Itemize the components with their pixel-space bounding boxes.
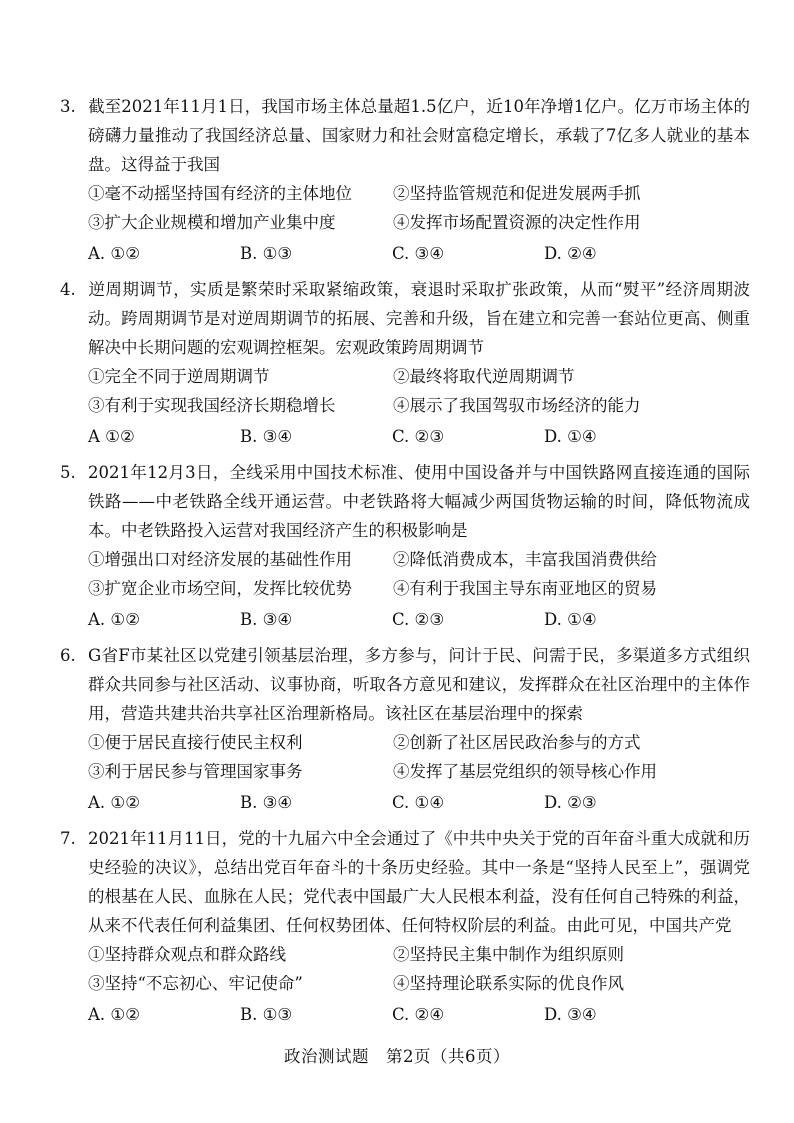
choice-c: C. ③④ — [392, 244, 445, 263]
choice-b: B. ③④ — [240, 793, 293, 812]
question-4 — [60, 275, 750, 452]
page-footer: 政治测试题 第2页（共6页） — [284, 1047, 510, 1066]
statement-4: ④发挥市场配置资源的决定性作用 — [393, 213, 641, 232]
choice-a: A. ①② — [88, 244, 140, 263]
choice-d: D. ②③ — [544, 793, 597, 812]
choice-c: C. ①④ — [392, 793, 445, 812]
choice-c: C. ②④ — [392, 1005, 445, 1024]
statement-3: ③有利于实现我国经济长期稳增长 — [88, 396, 336, 415]
question-5 — [60, 458, 750, 635]
choice-d: D. ②④ — [544, 244, 597, 263]
statement-options — [60, 940, 750, 998]
answer-choices — [60, 788, 750, 818]
statement-options — [60, 545, 750, 603]
statement-3: ③利于居民参与管理国家事务 — [88, 762, 303, 781]
statement-3: ③坚持“不忘初心、牢记使命” — [88, 974, 303, 993]
choice-a: A. ①② — [88, 1005, 140, 1024]
statement-3: ③扩大企业规模和增加产业集中度 — [88, 213, 336, 232]
statement-1: ①完全不同于逆周期调节 — [88, 367, 270, 386]
choice-d: D. ①④ — [544, 427, 597, 446]
question-number: 6. — [60, 646, 76, 665]
statement-2: ②坚持民主集中制作为组织原则 — [393, 945, 624, 964]
statement-1: ①坚持群众观点和群众路线 — [88, 945, 286, 964]
choice-c: C. ②③ — [392, 610, 445, 629]
choice-a: A. ①② — [88, 610, 140, 629]
question-number: 4. — [60, 280, 76, 299]
answer-choices — [60, 422, 750, 452]
question-number: 5. — [60, 463, 76, 482]
choice-a: A. ①② — [88, 793, 140, 812]
statement-1: ①便于居民直接行使民主权利 — [88, 733, 303, 752]
statement-2: ②降低消费成本，丰富我国消费供给 — [393, 550, 657, 569]
question-number: 3. — [60, 97, 76, 116]
statement-options — [60, 179, 750, 237]
choice-b: B. ③④ — [240, 610, 293, 629]
statement-4: ④展示了我国驾驭市场经济的能力 — [393, 396, 641, 415]
statement-4: ④有利于我国主导东南亚地区的贸易 — [393, 579, 657, 598]
choice-d: D. ③④ — [544, 1005, 597, 1024]
statement-3: ③扩宽企业市场空间，发挥比较优势 — [88, 579, 352, 598]
question-3 — [60, 92, 750, 269]
statement-4: ④发挥了基层党组织的领导核心作用 — [393, 762, 657, 781]
statement-options — [60, 362, 750, 420]
choice-c: C. ②③ — [392, 427, 445, 446]
question-7 — [60, 824, 750, 1030]
answer-choices — [60, 1000, 750, 1030]
choice-b: B. ①③ — [240, 1005, 293, 1024]
statement-options — [60, 728, 750, 786]
statement-2: ②创新了社区居民政治参与的方式 — [393, 733, 641, 752]
statement-1: ①毫不动摇坚持国有经济的主体地位 — [88, 184, 352, 203]
statement-2: ②最终将取代逆周期调节 — [393, 367, 575, 386]
answer-choices — [60, 239, 750, 269]
choice-d: D. ①④ — [544, 610, 597, 629]
choice-b: B. ③④ — [240, 427, 293, 446]
question-stem: 截至2021年11月1日，我国市场主体总量超1.5亿户，近10年净增1亿户。亿万市场主体的磅礴力量推动了我国经济总量、国家财力和社会财富稳定增长，承载了7亿多人就业的基本盘。这得益于我国 — [88, 97, 750, 174]
statement-4: ④坚持理论联系实际的优良作风 — [393, 974, 624, 993]
question-stem: 逆周期调节，实质是繁荣时采取紧缩政策，衰退时采取扩张政策，从而“熨平”经济周期波动。跨周期调节是对逆周期调节的拓展、完善和升级，旨在建立和完善一套站位更高、侧重解决中长期问题的宏观调控框架。宏观政策跨周期调节 — [88, 280, 750, 357]
question-number: 7. — [60, 829, 76, 848]
question-stem: G省F市某社区以党建引领基层治理，多方参与，问计于民、问需于民，多渠道多方式组织群众共同参与社区活动、议事协商，听取各方意见和建议，发挥群众在社区治理中的主体作用，营造共建共治共享社区治理新格局。该社区在基层治理中的探索 — [88, 646, 750, 723]
question-stem: 2021年12月3日，全线采用中国技术标准、使用中国设备并与中国铁路网直接连通的国际铁路——中老铁路全线开通运营。中老铁路将大幅减少两国货物运输的时间，降低物流成本。中老铁路投入运营对我国经济产生的积极影响是 — [88, 463, 750, 540]
choice-b: B. ①③ — [240, 244, 293, 263]
choice-a: A ①② — [88, 427, 135, 446]
question-stem: 2021年11月11日，党的十九届六中全会通过了《中共中央关于党的百年奋斗重大成就和历史经验的决议》，总结出党百年奋斗的十条历史经验。其中一条是“坚持人民至上”，强调党的根基在人民、血脉在人民；党代表中国最广大人民根本利益，没有任何自己特殊的利益，从来不代表任何利益集团、任何权势团体、任何特权阶层的利益。由此可见，中国共产党 — [88, 829, 750, 935]
question-6 — [60, 641, 750, 818]
answer-choices — [60, 605, 750, 635]
statement-2: ②坚持监管规范和促进发展两手抓 — [393, 184, 641, 203]
statement-1: ①增强出口对经济发展的基础性作用 — [88, 550, 352, 569]
